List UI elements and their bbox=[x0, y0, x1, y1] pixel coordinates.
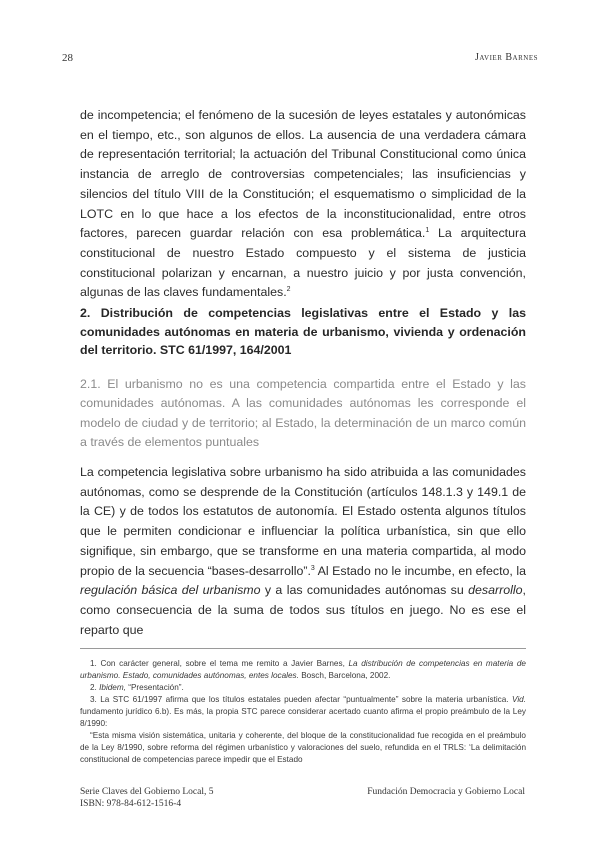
paragraph-text: La arquitectura constitucional de nuestro Estado compuesto y el sistema de justicia constitucional polarizan y encarnan, a nuestro juicio y por justa convención, algunas de las claves fundamentales. bbox=[80, 226, 526, 300]
footnote-quote: “Esta misma visión sistemática, unitaria y coherente, del bloque de la constitucionalidad fue recogida en el preámbulo de la Ley 8/1990, sobre reforma del régimen urbanístico y valoraciones del suelo, refundida en el TRLS: ‘La delimitación constitucional de competencias parece impedir que el Estado bbox=[80, 731, 526, 764]
paragraph-text: La competencia legislativa sobre urbanismo ha sido atribuida a las comunidades autónomas, como se desprende de la Constitución (artículos 148.1.3 y 149.1 de la CE) y de todos los estatutos de autonomía. El Estado ostenta algunos títulos que le permiten condicionar e influenciar la política urbanística, sin que ello signifique, sin embargo, que se transforme en una materia compartida, al modo propio de la secuencia “bases-desarrollo”. bbox=[80, 465, 526, 578]
footnote-italic: La distribución de competencias en materia de urbanismo. Estado, comunidades autónomas, entes locales. bbox=[80, 659, 526, 680]
footnote-1 bbox=[80, 658, 526, 682]
paragraph-text: , como consecuencia de la suma de todos sus títulos en juego. No es ese el reparto que bbox=[80, 583, 526, 637]
paragraph-text: y a las comunidades autónomas su bbox=[260, 583, 469, 598]
page-number: 28 bbox=[62, 52, 73, 64]
italic-phrase: desarrollo bbox=[468, 583, 523, 598]
footnote-ref[interactable]: 2 bbox=[286, 286, 291, 294]
footnote-3 bbox=[80, 694, 526, 730]
footnote-2 bbox=[80, 682, 526, 694]
footnote-italic: Vid. bbox=[512, 695, 526, 704]
footnote-text: “Presentación”. bbox=[125, 683, 184, 692]
body-paragraph bbox=[80, 106, 526, 303]
paragraph-text: de incompetencia; el fenómeno de la sucesión de leyes estatales y autonómicas en el tiempo, etc., son algunos de ellos. La ausencia de una verdadera cámara de representación territorial; la actuación del Tribunal Constitucional como única instancia de arreglo de controversias competenciales; las insuficiencias y silencios del título VIII de la Constitución; el esquematismo o simplicidad de la LOTC en lo que hace a los efectos de la inconstitucionalidad, entre otros factores, parecen guardar relación con esa problemática. bbox=[80, 108, 526, 241]
footnote-italic: Ibidem, bbox=[99, 683, 126, 692]
footer-isbn: ISBN: 978-84-612-1516-4 bbox=[80, 799, 182, 809]
subsection-heading: 2.1. El urbanismo no es una competencia compartida entre el Estado y las comunidades autónomas. A las comunidades autónomas les corresponde el modelo de ciudad y de territorio; al Estado, la determinación de un marco común a través de elementos puntuales bbox=[80, 377, 526, 449]
footer-series: Serie Claves del Gobierno Local, 5 bbox=[80, 787, 214, 797]
footer-publisher: Fundación Democracia y Gobierno Local bbox=[367, 787, 525, 797]
footnote-ref[interactable]: 3 bbox=[310, 564, 315, 572]
footer-left bbox=[80, 786, 214, 810]
footnote-text: fundamento jurídico 6.b). Es más, la propia STC parece considerar acertado cuanto afirma el propio preámbulo de la Ley 8/1990: bbox=[80, 707, 526, 728]
footnote-text: 3. La STC 61/1997 afirma que los títulos estatales pueden afectar “puntualmente” sobre la materia urbanística. bbox=[90, 695, 513, 704]
footnotes bbox=[80, 658, 526, 766]
section-heading: 2. Distribución de competencias legislativas entre el Estado y las comunidades autónomas en materia de urbanismo, vivienda y ordenación del territorio. STC 61/1997, 164/2001 bbox=[80, 306, 526, 357]
italic-phrase: regulación básica del urbanismo bbox=[80, 583, 261, 598]
footnote-divider bbox=[80, 648, 526, 649]
paragraph-text: Al Estado no le incumbe, en efecto, la bbox=[314, 563, 526, 578]
body-paragraph bbox=[80, 463, 526, 640]
running-header-author: Javier Barnes bbox=[475, 52, 538, 63]
footnote-ref[interactable]: 1 bbox=[425, 227, 430, 235]
footnote-text: Bosch, Barcelona, 2002. bbox=[298, 671, 391, 680]
footnote-text: 1. Con carácter general, sobre el tema me remito a Javier Barnes, bbox=[90, 659, 349, 668]
footnote-text: 2. bbox=[90, 683, 100, 692]
